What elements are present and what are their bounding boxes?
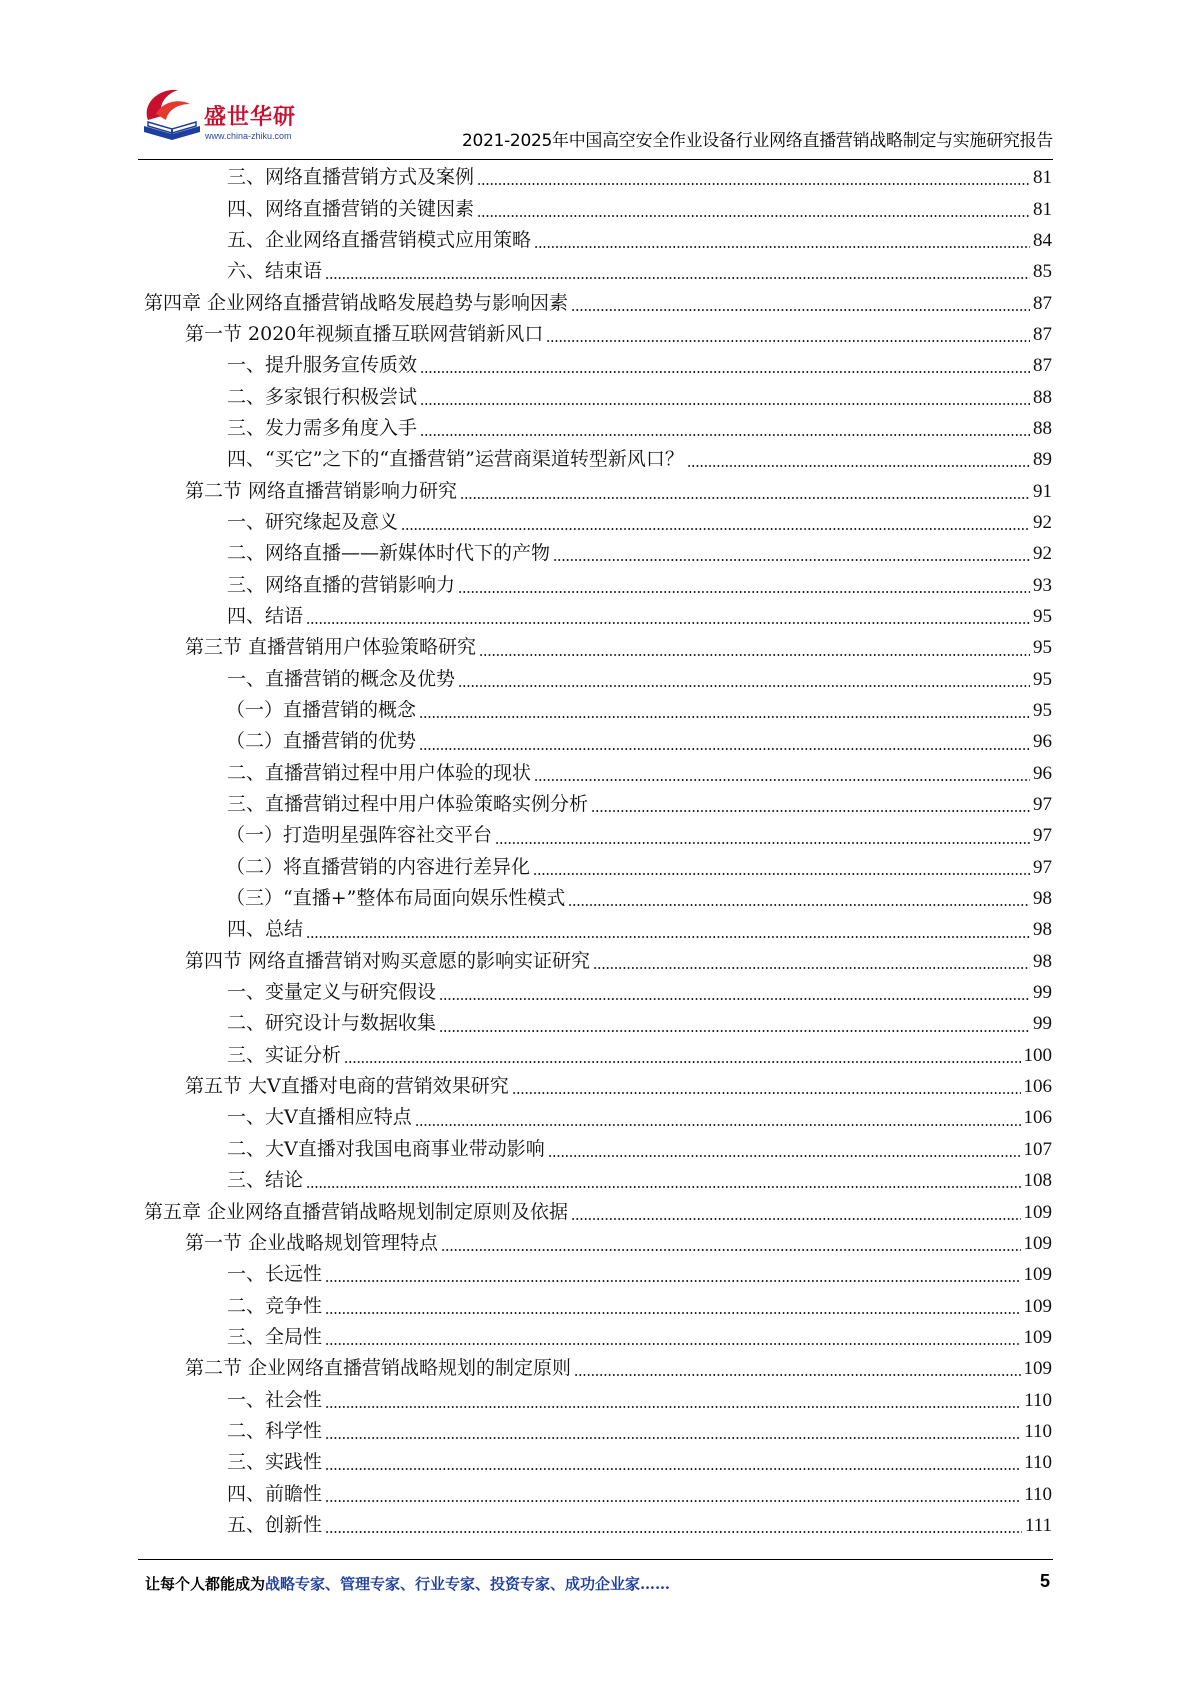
toc-entry[interactable] [144,507,1052,538]
toc-entry-title: 三、网络直播的营销影响力 [227,573,456,596]
header-divider [138,159,1053,160]
toc-leader-dots [687,465,1030,467]
toc-entry-title: 二、网络直播——新媒体时代下的产物 [227,542,551,565]
toc-entry-page: 109 [1023,1326,1052,1348]
toc-entry[interactable] [144,1322,1052,1353]
toc-entry-title: 二、研究设计与数据收集 [227,1012,437,1035]
toc-leader-dots [593,967,1030,969]
toc-leader-dots [571,1218,1020,1220]
toc-entry[interactable] [144,1071,1052,1102]
toc-entry[interactable] [144,1040,1052,1071]
toc-entry[interactable] [144,1196,1052,1227]
toc-entry-title: 二、多家银行积极尝试 [227,385,418,408]
logo-name: 盛世华研 [204,105,297,130]
toc-leader-dots [460,497,1030,499]
toc-entry[interactable] [144,1008,1052,1039]
toc-entry[interactable] [144,1510,1052,1541]
toc-entry[interactable] [144,350,1052,381]
toc-leader-dots [325,1312,1020,1314]
toc-leader-dots [477,183,1030,185]
toc-leader-dots [420,403,1030,405]
toc-entry-title: 三、全局性 [227,1325,323,1348]
toc-entry[interactable] [144,1353,1052,1384]
toc-entry-page: 100 [1023,1044,1052,1066]
toc-entry-title: 四、前瞻性 [227,1482,323,1505]
toc-entry-page: 97 [1033,825,1052,847]
toc-entry[interactable] [144,1134,1052,1165]
toc-leader-dots [439,1030,1030,1032]
toc-entry-title: 五、企业网络直播营销模式应用策略 [227,228,532,251]
page-footer [145,1573,1050,1599]
toc-entry-page: 99 [1033,1013,1052,1035]
toc-entry-page: 84 [1033,229,1052,251]
toc-entry-title: 二、科学性 [227,1419,323,1442]
toc-leader-dots [458,685,1030,687]
toc-entry-title: 四、网络直播营销的关键因素 [227,197,475,220]
toc-entry[interactable] [144,977,1052,1008]
toc-leader-dots [477,215,1030,217]
toc-entry[interactable] [144,914,1052,945]
toc-entry-title: 六、结束语 [227,260,323,283]
toc-leader-dots [325,1343,1020,1345]
toc-leader-dots [441,1249,1020,1251]
toc-entry-title: 第二节 网络直播营销影响力研究 [185,479,458,502]
toc-entry[interactable] [144,601,1052,632]
toc-leader-dots [548,1155,1021,1157]
toc-entry-page: 81 [1033,167,1052,189]
toc-entry-title: 一、研究缘起及意义 [227,510,399,533]
toc-entry-title: 二、直播营销过程中用户体验的现状 [227,761,532,784]
toc-leader-dots [419,716,1030,718]
toc-entry-title: 一、长远性 [227,1263,323,1286]
toc-leader-dots [325,277,1030,279]
toc-entry-page: 99 [1033,982,1052,1004]
toc-leader-dots [534,246,1030,248]
toc-entry-page: 109 [1023,1201,1052,1223]
toc-entry[interactable] [144,1416,1052,1447]
page-number: 5 [1039,1571,1050,1591]
toc-entry[interactable] [144,569,1052,600]
toc-leader-dots [325,1437,1021,1439]
toc-entry-page: 98 [1033,950,1052,972]
toc-entry-title: 一、大V直播相应特点 [227,1106,412,1129]
toc-entry[interactable] [144,256,1052,287]
toc-entry-title: 第三节 直播营销用户体验策略研究 [185,636,477,659]
toc-entry[interactable] [144,820,1052,851]
toc-leader-dots [401,528,1030,530]
toc-entry[interactable] [144,444,1052,475]
toc-leader-dots [553,559,1030,561]
logo-url: www.china-zhiku.com [205,131,292,141]
toc-entry[interactable] [144,758,1052,789]
toc-entry[interactable] [144,852,1052,883]
toc-entry-page: 106 [1023,1076,1052,1098]
toc-leader-dots [533,873,1030,875]
toc-entry-page: 96 [1033,762,1052,784]
toc-entry-title: （二）将直播营销的内容进行差异化 [226,855,531,878]
footer-divider [138,1559,1053,1560]
toc-leader-dots [479,654,1030,656]
toc-entry-page: 92 [1033,511,1052,533]
toc-entry-title: 三、实践性 [227,1451,323,1474]
toc-entry-title: 三、网络直播营销方式及案例 [227,166,475,189]
toc-entry-page: 109 [1023,1358,1052,1380]
toc-entry-title: 三、直播营销过程中用户体验策略实例分析 [227,793,589,816]
toc-leader-dots [325,1406,1021,1408]
toc-entry[interactable] [144,1228,1052,1259]
page-header [0,0,1191,160]
toc-entry-title: （一）打造明星强阵容社交平台 [226,824,493,847]
toc-entry-title: （三）“直播+”整体布局面向娱乐性模式 [226,887,566,910]
toc-entry-page: 108 [1023,1170,1052,1192]
toc-leader-dots [325,1500,1021,1502]
toc-entry[interactable] [144,883,1052,914]
toc-entry[interactable] [144,1102,1052,1133]
toc-leader-dots [325,1280,1020,1282]
toc-entry-title: 四、结语 [227,604,304,627]
toc-entry[interactable] [144,319,1052,350]
toc-entry-title: （二）直播营销的优势 [226,730,417,753]
toc-leader-dots [420,371,1030,373]
toc-entry-title: 第四节 网络直播营销对购买意愿的影响实证研究 [185,949,591,972]
toc-entry[interactable] [144,1447,1052,1478]
toc-entry-page: 95 [1033,637,1052,659]
table-of-contents [144,162,1052,1541]
toc-entry[interactable] [144,946,1052,977]
toc-entry[interactable] [144,664,1052,695]
slogan-highlight: 战略专家、管理专家、行业专家、投资专家、成功企业家 [265,1575,641,1593]
toc-entry-page: 110 [1024,1452,1052,1474]
toc-leader-dots [325,1468,1021,1470]
toc-entry-page: 111 [1024,1514,1052,1536]
toc-entry-page: 88 [1033,386,1052,408]
toc-entry-title: 一、提升服务宣传质效 [227,354,418,377]
toc-leader-dots [306,1186,1020,1188]
toc-leader-dots [512,1092,1021,1094]
toc-entry-page: 110 [1024,1483,1052,1505]
toc-entry[interactable] [144,632,1052,663]
toc-entry-page: 95 [1033,700,1052,722]
toc-entry[interactable] [144,726,1052,757]
toc-entry-page: 109 [1023,1264,1052,1286]
toc-entry-page: 91 [1033,480,1052,502]
toc-entry-page: 89 [1033,449,1052,471]
toc-entry-page: 107 [1023,1138,1052,1160]
toc-leader-dots [574,1374,1020,1376]
toc-leader-dots [306,936,1030,938]
footer-slogan [145,1573,670,1594]
company-logo [138,82,318,152]
toc-entry[interactable] [144,381,1052,412]
toc-entry[interactable] [144,538,1052,569]
toc-entry[interactable] [144,225,1052,256]
toc-entry-page: 88 [1033,417,1052,439]
toc-entry-title: 四、“买它”之下的“直播营销”运营商渠道转型新风口？ [227,448,684,471]
toc-entry-title: 第一节 企业战略规划管理特点 [185,1231,439,1254]
toc-entry-page: 109 [1023,1295,1052,1317]
toc-leader-dots [419,748,1030,750]
toc-entry-page: 106 [1023,1107,1052,1129]
toc-leader-dots [306,622,1030,624]
toc-entry-page: 87 [1033,355,1052,377]
toc-entry-title: 第一节 2020年视频直播互联网营销新风口 [185,322,544,345]
slogan-suffix: …… [640,1575,671,1593]
toc-entry-page: 81 [1033,198,1052,220]
toc-entry[interactable] [144,1165,1052,1196]
report-title: 2021-2025年中国高空安全作业设备行业网络直播营销战略制定与实施研究报告 [462,131,1053,151]
toc-leader-dots [415,1124,1021,1126]
toc-entry-page: 95 [1033,668,1052,690]
toc-leader-dots [591,810,1030,812]
toc-entry-page: 96 [1033,731,1052,753]
toc-leader-dots [571,309,1030,311]
toc-entry-page: 92 [1033,543,1052,565]
toc-entry-title: 四、总结 [227,918,304,941]
toc-leader-dots [534,779,1030,781]
toc-entry[interactable] [144,1384,1052,1415]
toc-entry-page: 93 [1033,574,1052,596]
toc-entry[interactable] [144,413,1052,444]
toc-entry-title: （一）直播营销的概念 [226,699,417,722]
toc-entry-title: 一、社会性 [227,1388,323,1411]
toc-entry-page: 97 [1033,856,1052,878]
toc-entry[interactable] [144,193,1052,224]
slogan-prefix: 让每个人都能成为 [145,1575,266,1593]
toc-entry[interactable] [144,475,1052,506]
toc-entry-title: 三、实证分析 [227,1043,342,1066]
toc-entry-page: 109 [1023,1232,1052,1254]
toc-entry-page: 87 [1033,323,1052,345]
toc-entry-title: 二、竞争性 [227,1294,323,1317]
toc-entry-title: 一、变量定义与研究假设 [227,981,437,1004]
toc-entry[interactable] [144,162,1052,193]
toc-entry-page: 95 [1033,605,1052,627]
toc-entry[interactable] [144,287,1052,318]
toc-entry[interactable] [144,695,1052,726]
toc-leader-dots [546,340,1030,342]
toc-entry-title: 一、直播营销的概念及优势 [227,667,456,690]
logo-emblem-icon [138,82,208,152]
toc-entry-title: 三、发力需多角度入手 [227,416,418,439]
toc-leader-dots [568,904,1030,906]
toc-entry[interactable] [144,1290,1052,1321]
toc-leader-dots [439,998,1030,1000]
toc-entry[interactable] [144,1478,1052,1509]
toc-entry[interactable] [144,789,1052,820]
toc-leader-dots [495,842,1030,844]
toc-entry-page: 98 [1033,888,1052,910]
toc-leader-dots [420,434,1030,436]
toc-entry-title: 第四章 企业网络直播营销战略发展趋势与影响因素 [144,291,569,314]
toc-entry-page: 110 [1024,1420,1052,1442]
toc-entry-title: 第二节 企业网络直播营销战略规划的制定原则 [185,1357,572,1380]
toc-entry-title: 第五节 大V直播对电商的营销效果研究 [185,1075,509,1098]
toc-entry-title: 第五章 企业网络直播营销战略规划制定原则及依据 [144,1200,569,1223]
toc-entry-title: 五、创新性 [227,1513,323,1536]
toc-entry[interactable] [144,1259,1052,1290]
toc-entry-page: 85 [1033,261,1052,283]
toc-entry-page: 98 [1033,919,1052,941]
toc-entry-page: 110 [1024,1389,1052,1411]
toc-entry-page: 87 [1033,292,1052,314]
toc-leader-dots [458,591,1030,593]
toc-entry-page: 97 [1033,794,1052,816]
toc-leader-dots [325,1531,1022,1533]
toc-entry-title: 二、大V直播对我国电商事业带动影响 [227,1137,545,1160]
toc-entry-title: 三、结论 [227,1169,304,1192]
toc-leader-dots [344,1061,1020,1063]
